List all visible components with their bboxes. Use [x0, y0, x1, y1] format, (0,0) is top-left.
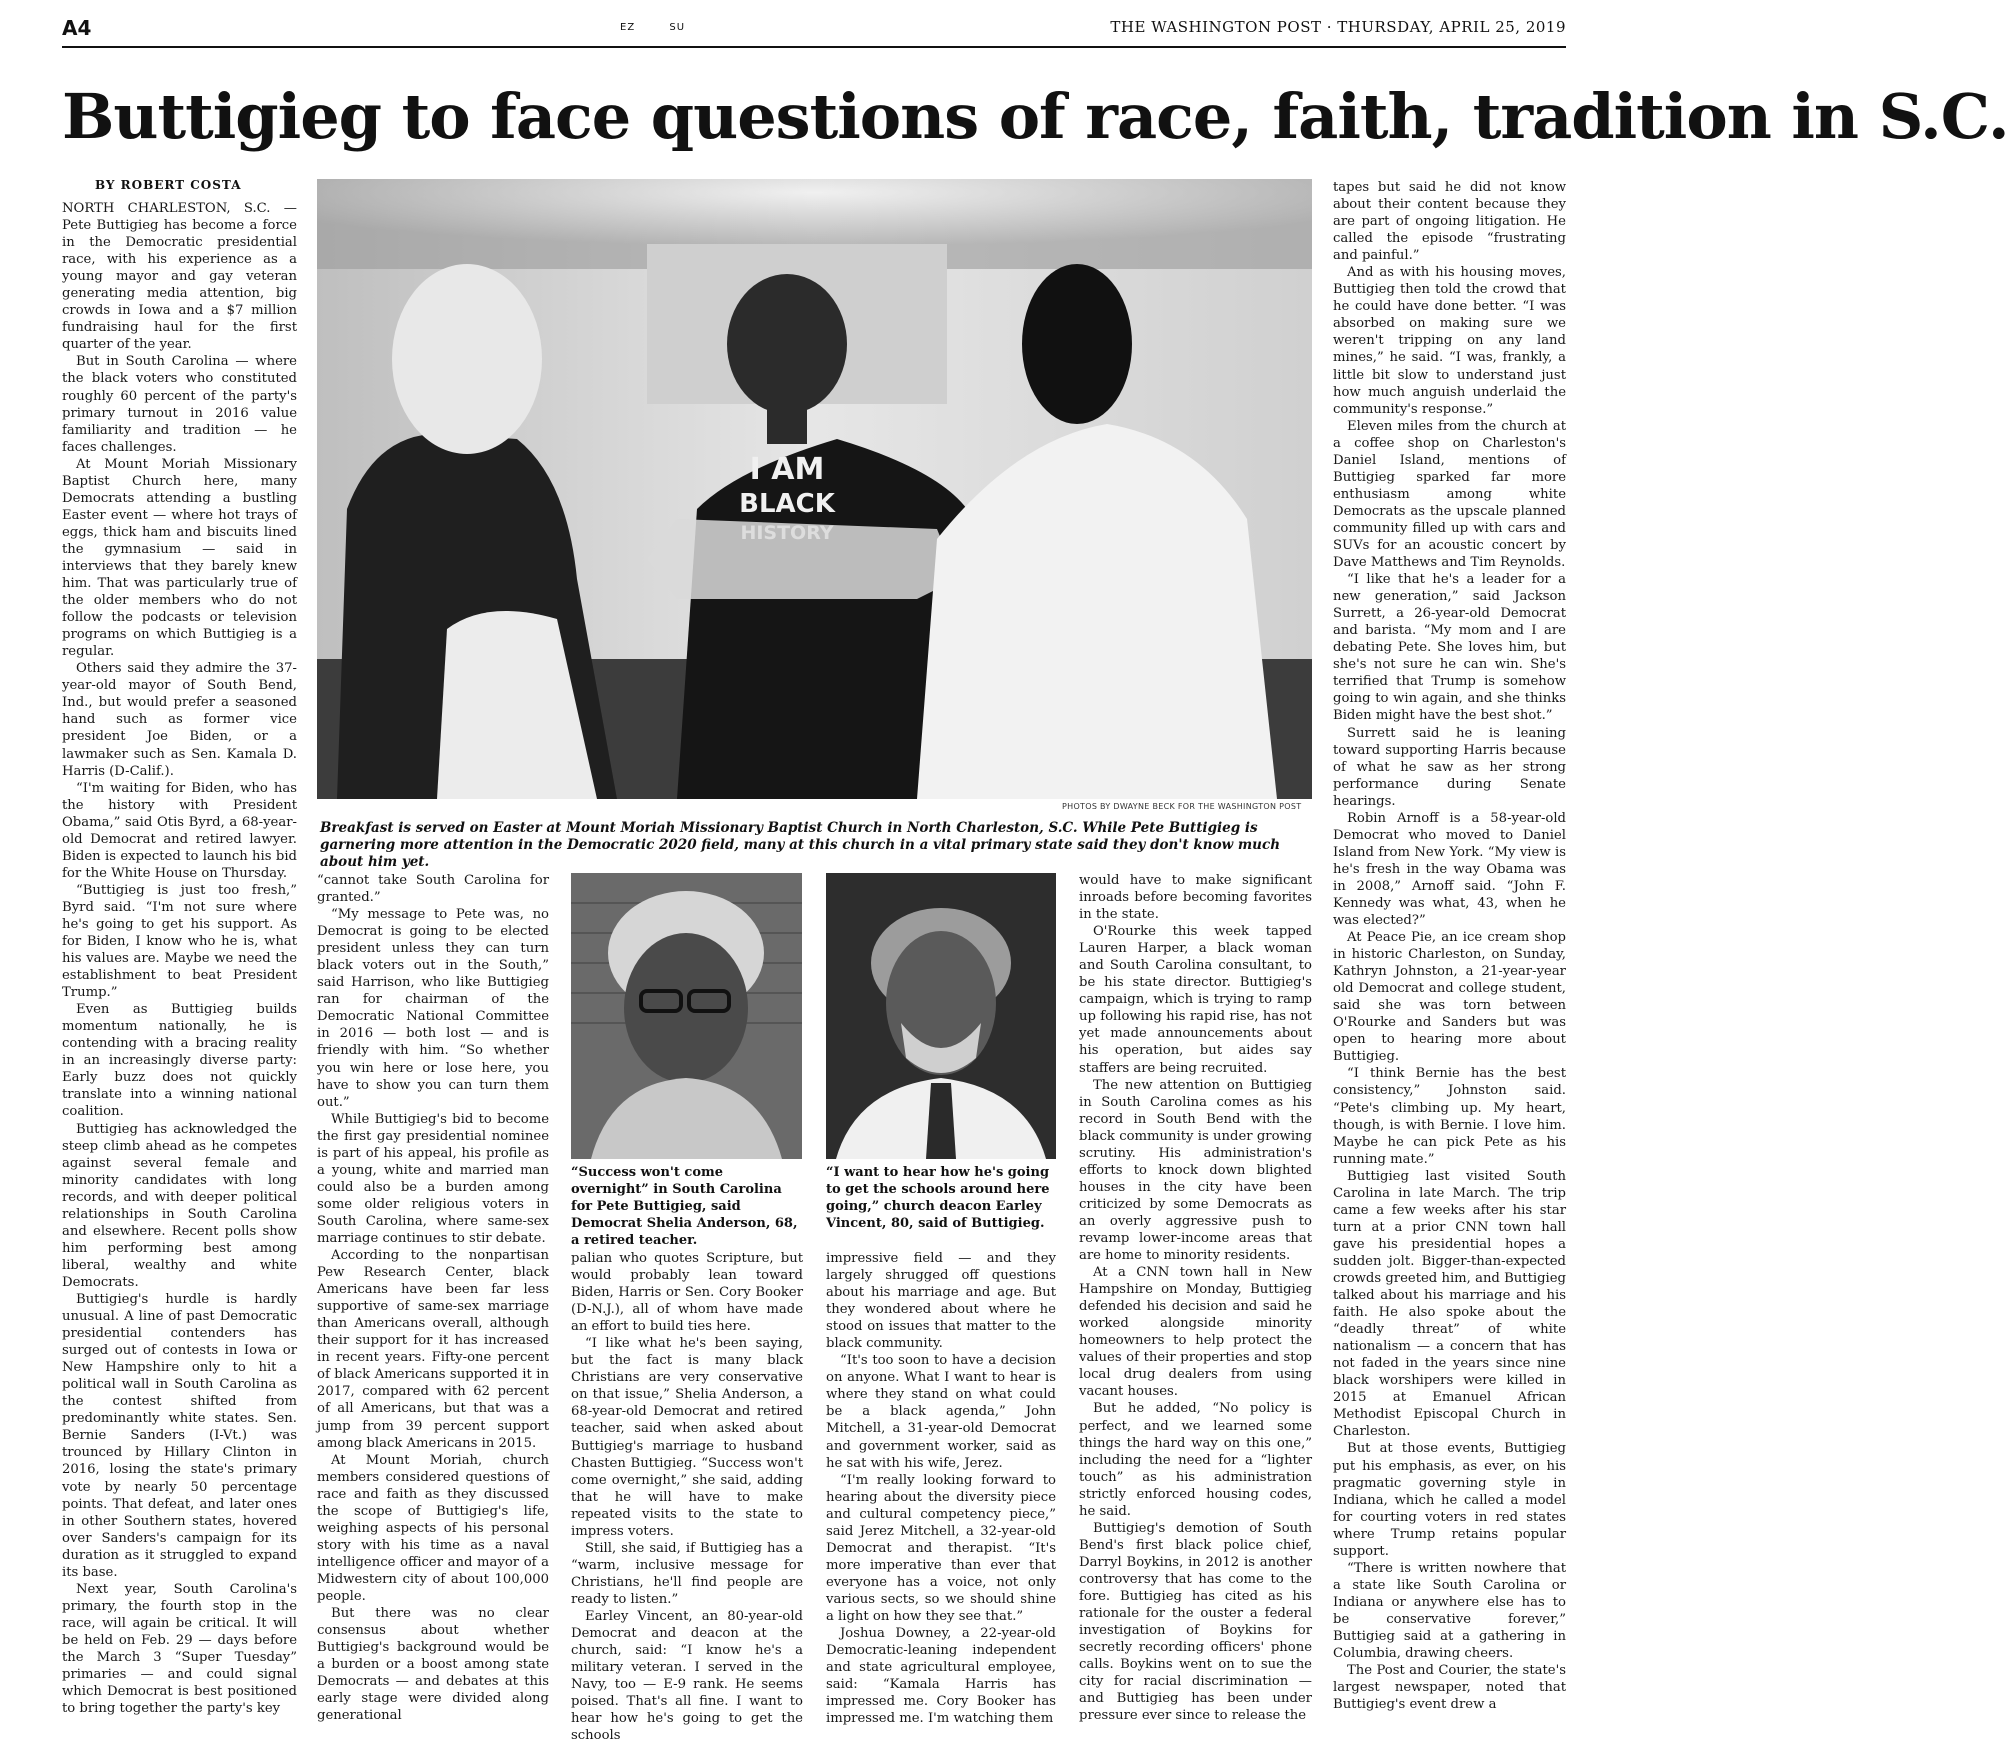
- paragraph: Still, she said, if Buttigieg has a “warm, inclusive message for Christians, he'll find people are ready to listen.”: [571, 1540, 803, 1607]
- portrait-shelia-anderson: [571, 873, 802, 1159]
- portrait-right-caption: “I want to hear how he's going to get the schools around here going,” church deacon Earley Vincent, 80, said of Buttigieg.: [826, 1165, 1050, 1231]
- paragraph: would have to make significant inroads before becoming favorites in the state.: [1079, 873, 1312, 923]
- paragraph: tapes but said he did not know about their content because they are part of ongoing litigation. He called the episode “frustrating and painful.”: [1333, 180, 1566, 264]
- paragraph: “cannot take South Carolina for granted.”: [317, 873, 549, 906]
- paragraph: O'Rourke this week tapped Lauren Harper, a black woman and South Carolina consultant, to be his state director. Buttigieg's campaign, which is trying to ramp up following his rapid rise, has not yet made announcements about his operation, but aides say staffers are being recruited.: [1079, 924, 1312, 1076]
- paragraph: The new attention on Buttigieg in South Carolina comes as his record in South Bend with the black community is under growing scrutiny. His administration's efforts to knock down blighted houses in the city have been criticized by some Democrats as an overly aggressive push to revamp lower-income areas that are home to minority residents.: [1079, 1077, 1312, 1264]
- article-column-2: [317, 872, 549, 1738]
- paragraph: Even as Buttigieg builds momentum nationally, he is contending with a bracing reality in an increasingly diverse party: Early buzz does not quickly translate into a winning national coalition.: [62, 1002, 297, 1120]
- paragraph: Joshua Downey, a 22-year-old Democratic-leaning independent and state agricultural employee, said: “Kamala Harris has impressed me. Cory Booker has impressed me. I'm watching them: [826, 1626, 1056, 1727]
- byline: BY ROBERT COSTA: [95, 178, 242, 192]
- paragraph: Buttigieg's hurdle is hardly unusual. A line of past Democratic presidential contenders has surged out of contests in Iowa or New Hampshire only to hit a political wall in South Carolina as the contest shifted from predominantly white states. Sen. Bernie Sanders (I-Vt.) was trounced by Hillary Clinton in 2016, losing the state's primary vote by nearly 50 percentage points. That defeat, and later ones in other Southern states, hovered over Sanders's campaign for its duration as it struggled to expand its base.: [62, 1292, 297, 1580]
- article-column-5: [1079, 872, 1312, 1738]
- paragraph: At Mount Moriah, church members considered questions of race and faith as they discussed the scope of Buttigieg's life, weighing aspects of his personal story with his time as a naval intelligence officer and mayor of a Midwestern city of about 100,000 people.: [317, 1452, 549, 1604]
- article-column-3: [571, 1250, 803, 1744]
- paragraph: “There is written nowhere that a state like South Carolina or Indiana or anywhere else has to be conservative forever,” Buttigieg said at a gathering in Columbia, drawing cheers.: [1333, 1560, 1566, 1662]
- edition-code: EZ: [620, 22, 636, 33]
- shirt-line: BLACK: [739, 489, 835, 519]
- paragraph: “My message to Pete was, no Democrat is going to be elected president unless they can turn black voters out in the South,” said Harrison, who like Buttigieg ran for chairman of the Democratic National Committee in 2016 — both lost — and is friendly with him. “So whether you win here or lose here, you have to show you can turn them out.”: [317, 907, 549, 1110]
- paragraph: The Post and Courier, the state's largest newspaper, noted that Buttigieg's event drew a: [1333, 1663, 1566, 1713]
- portrait-left-caption: “Success won't come overnight” in South Carolina for Pete Buttigieg, said Democrat Shelia Anderson, 68, a retired teacher.: [571, 1165, 798, 1248]
- headline: Buttigieg to face questions of race, faith, tradition in S.C.: [62, 80, 2009, 153]
- paragraph: “I think Bernie has the best consistency,” Johnston said. “Pete's climbing up. My heart, though, is with Bernie. I love him. Maybe he can pick Pete as his running mate.”: [1333, 1066, 1566, 1167]
- paragraph: Robin Arnoff is a 58-year-old Democrat who moved to Daniel Island from New York. “My view is he's fresh in the way Obama was in 2008,” Arnoff said. “John F. Kennedy was what, 43, when he was elected?”: [1333, 810, 1566, 929]
- paragraph: And as with his housing moves, Buttigieg then told the crowd that he could have done better. “I was absorbed on making sure we weren't tripping on any land mines,” he said. “I was, frankly, a little bit slow to understand just how much anguish underlaid the community's response.”: [1333, 265, 1566, 417]
- paragraph: According to the nonpartisan Pew Research Center, black Americans have been far less supportive of same-sex marriage than Americans overall, although their support for it has increased in recent years. Fifty-one percent of black Americans supported it in 2017, compared with 62 percent of all Americans, but that was a jump from 39 percent support among black Americans in 2015.: [317, 1248, 549, 1451]
- edition-codes: [620, 22, 715, 33]
- paragraph: Buttigieg has acknowledged the steep climb ahead as he competes against several female and minority candidates with long records, and with deeper political relationships in South Carolina and elsewhere. Recent polls show him performing best among liberal, wealthy and white Democrats.: [62, 1121, 297, 1290]
- paragraph: While Buttigieg's bid to become the first gay presidential nominee is part of his appeal, his profile as a young, white and married man could also be a burden among some older religious voters in South Carolina, where same-sex marriage continues to stir debate.: [317, 1111, 549, 1246]
- page-number: A4: [62, 16, 92, 40]
- portrait-right-image: [826, 873, 1056, 1159]
- paragraph: Buttigieg last visited South Carolina in late March. The trip came a few weeks after his star turn at a prior CNN town hall gave his presidential hopes a sudden jolt. Bigger-than-expected crowds greeted him, and Buttigieg talked about his marriage and his faith. He also spoke about the “deadly threat” of white nationalism — a concern that has not faded in the years since nine black worshipers were killed in 2015 at Emanuel African Methodist Episcopal Church in Charleston.: [1333, 1168, 1566, 1440]
- page-header: [62, 14, 1566, 48]
- paragraph: “Buttigieg is just too fresh,” Byrd said. “I'm not sure where he's going to get his support. As for Biden, I know who he is, what his values are. Maybe we need the establishment to beat President Trump.”: [62, 882, 297, 1001]
- paragraph: At Mount Moriah Missionary Baptist Church here, many Democrats attending a bustling Easter event — where hot trays of eggs, thick ham and biscuits lined the gymnasium — said in interviews that they barely knew him. That was particularly true of the older members who do not follow the podcasts or television programs on which Buttigieg is a regular.: [62, 456, 297, 660]
- paragraph: Eleven miles from the church at a coffee shop on Charleston's Daniel Island, mentions of Buttigieg sparked far more enthusiasm among white Democrats as the upscale planned community filled up with cars and SUVs for an acoustic concert by Dave Matthews and Tim Reynolds.: [1333, 418, 1566, 571]
- article-column-1: [62, 200, 297, 1738]
- paragraph: “I like what he's been saying, but the fact is many black Christians are very conservative on that issue,” Shelia Anderson, a 68-year-old Democrat and retired teacher, said when asked about Buttigieg's marriage to husband Chasten Buttigieg. “Success won't come overnight,” she said, adding that he will have to make repeated visits to the state to impress voters.: [571, 1336, 803, 1539]
- edition-code: SU: [669, 22, 686, 33]
- main-photo-caption: Breakfast is served on Easter at Mount Moriah Missionary Baptist Church in North Charleston, S.C. While Pete Buttigieg is garnering more attention in the Democratic 2020 field, many at this church in a vital primary state said they don't know much about him yet.: [320, 820, 1281, 870]
- paragraph: Next year, South Carolina's primary, the fourth stop in the race, will again be critical. It will be held on Feb. 29 — days before the March 3 “Super Tuesday” primaries — and could signal which Democrat is best positioned to bring together the party's key: [62, 1581, 297, 1717]
- paragraph: NORTH CHARLESTON, S.C. — Pete Buttigieg has become a force in the Democratic presidential race, with his experience as a young mayor and gay veteran generating media attention, big crowds in Iowa and a $7 million fundraising haul for the first quarter of the year.: [62, 201, 297, 353]
- portrait-earley-vincent: [826, 873, 1056, 1159]
- article-column-4: [826, 1250, 1056, 1738]
- paragraph: Buttigieg's demotion of South Bend's first black police chief, Darryl Boykins, in 2012 is another controversy that has come to the fore. Buttigieg has cited as his rationale for the ouster a federal investigation of Boykins for secretly recording officers' phone calls. Boykins went on to sue the city for racial discrimination — and Buttigieg has been under pressure ever since to release the: [1079, 1520, 1312, 1724]
- main-photo: [317, 179, 1312, 799]
- paragraph: Earley Vincent, an 80-year-old Democrat and deacon at the church, said: “I know he's a military veteran. I served in the Navy, too — E-9 rank. He seems poised. That's all fine. I want to hear how he's going to get the schools: [571, 1608, 803, 1744]
- paragraph: “I like that he's a leader for a new generation,” said Jackson Surrett, a 26-year-old Democrat and barista. “My mom and I are debating Pete. She loves him, but she's not sure he can win. She's terrified that Trump is somehow going to win again, and she thinks Biden might have the best shot.”: [1333, 572, 1566, 724]
- shirt-line: I AM: [749, 452, 825, 487]
- article-column-6: [1333, 179, 1566, 1738]
- paragraph: palian who quotes Scripture, but would probably lean toward Biden, Harris or Sen. Cory Booker (D-N.J.), all of whom have made an effort to build ties here.: [571, 1251, 803, 1335]
- paragraph: But he added, “No policy is perfect, and we learned some things the hard way on this one,” including the need for a “lighter touch” as his administration strictly enforced housing codes, he said.: [1079, 1401, 1312, 1519]
- paragraph: But there was no clear consensus about whether Buttigieg's background would be a burden or a boost among state Democrats — and debates at this early stage were divided along generational: [317, 1606, 549, 1724]
- masthead: THE WASHINGTON POST · THURSDAY, APRIL 25, 2019: [1110, 18, 1566, 36]
- paragraph: impressive field — and they largely shrugged off questions about his marriage and age. But they wondered about where he stood on issues that matter to the black community.: [826, 1251, 1056, 1352]
- paragraph: “I'm waiting for Biden, who has the history with President Obama,” said Otis Byrd, a 68-year-old Democrat and retired lawyer. Biden is expected to launch his bid for the White House on Thursday.: [62, 780, 297, 881]
- paragraph: Surrett said he is leaning toward supporting Harris because of what he saw as her strong performance during Senate hearings.: [1333, 725, 1566, 809]
- paragraph: At Peace Pie, an ice cream shop in historic Charleston, on Sunday, Kathryn Johnston, a 21-year-year old Democrat and college student, said she was torn between O'Rourke and Sanders but was open to hearing more about Buttigieg.: [1333, 930, 1566, 1065]
- portrait-left-image: [571, 873, 802, 1159]
- paragraph: But in South Carolina — where the black voters who constituted roughly 60 percent of the party's primary turnout in 2016 value familiarity and tradition — he faces challenges.: [62, 354, 297, 455]
- serving-scene-image: [317, 179, 1312, 799]
- paragraph: At a CNN town hall in New Hampshire on Monday, Buttigieg defended his decision and said he worked alongside minority homeowners to help protect the values of their properties and stop local drug dealers from using vacant houses.: [1079, 1265, 1312, 1400]
- paragraph: But at those events, Buttigieg put his emphasis, as ever, on his pragmatic governing style in Indiana, which he called a model for courting voters in red states where Trump retains popular support.: [1333, 1441, 1566, 1559]
- paragraph: Others said they admire the 37-year-old mayor of South Bend, Ind., but would prefer a seasoned hand such as former vice president Joe Biden, or a lawmaker such as Sen. Kamala D. Harris (D-Calif.).: [62, 661, 297, 779]
- paragraph: “It's too soon to have a decision on anyone. What I want to hear is where they stand on what could be a black agenda,” John Mitchell, a 31-year-old Democrat and government worker, said as he sat with his wife, Jerez.: [826, 1353, 1056, 1471]
- photo-credit: PHOTOS BY DWAYNE BECK FOR THE WASHINGTON POST: [1062, 802, 1302, 811]
- paragraph: “I'm really looking forward to hearing about the diversity piece and cultural competency piece,” said Jerez Mitchell, a 32-year-old Democrat and therapist. “It's more imperative than ever that everyone has a voice, not only various sects, so we should shine a light on how they see that.”: [826, 1472, 1056, 1624]
